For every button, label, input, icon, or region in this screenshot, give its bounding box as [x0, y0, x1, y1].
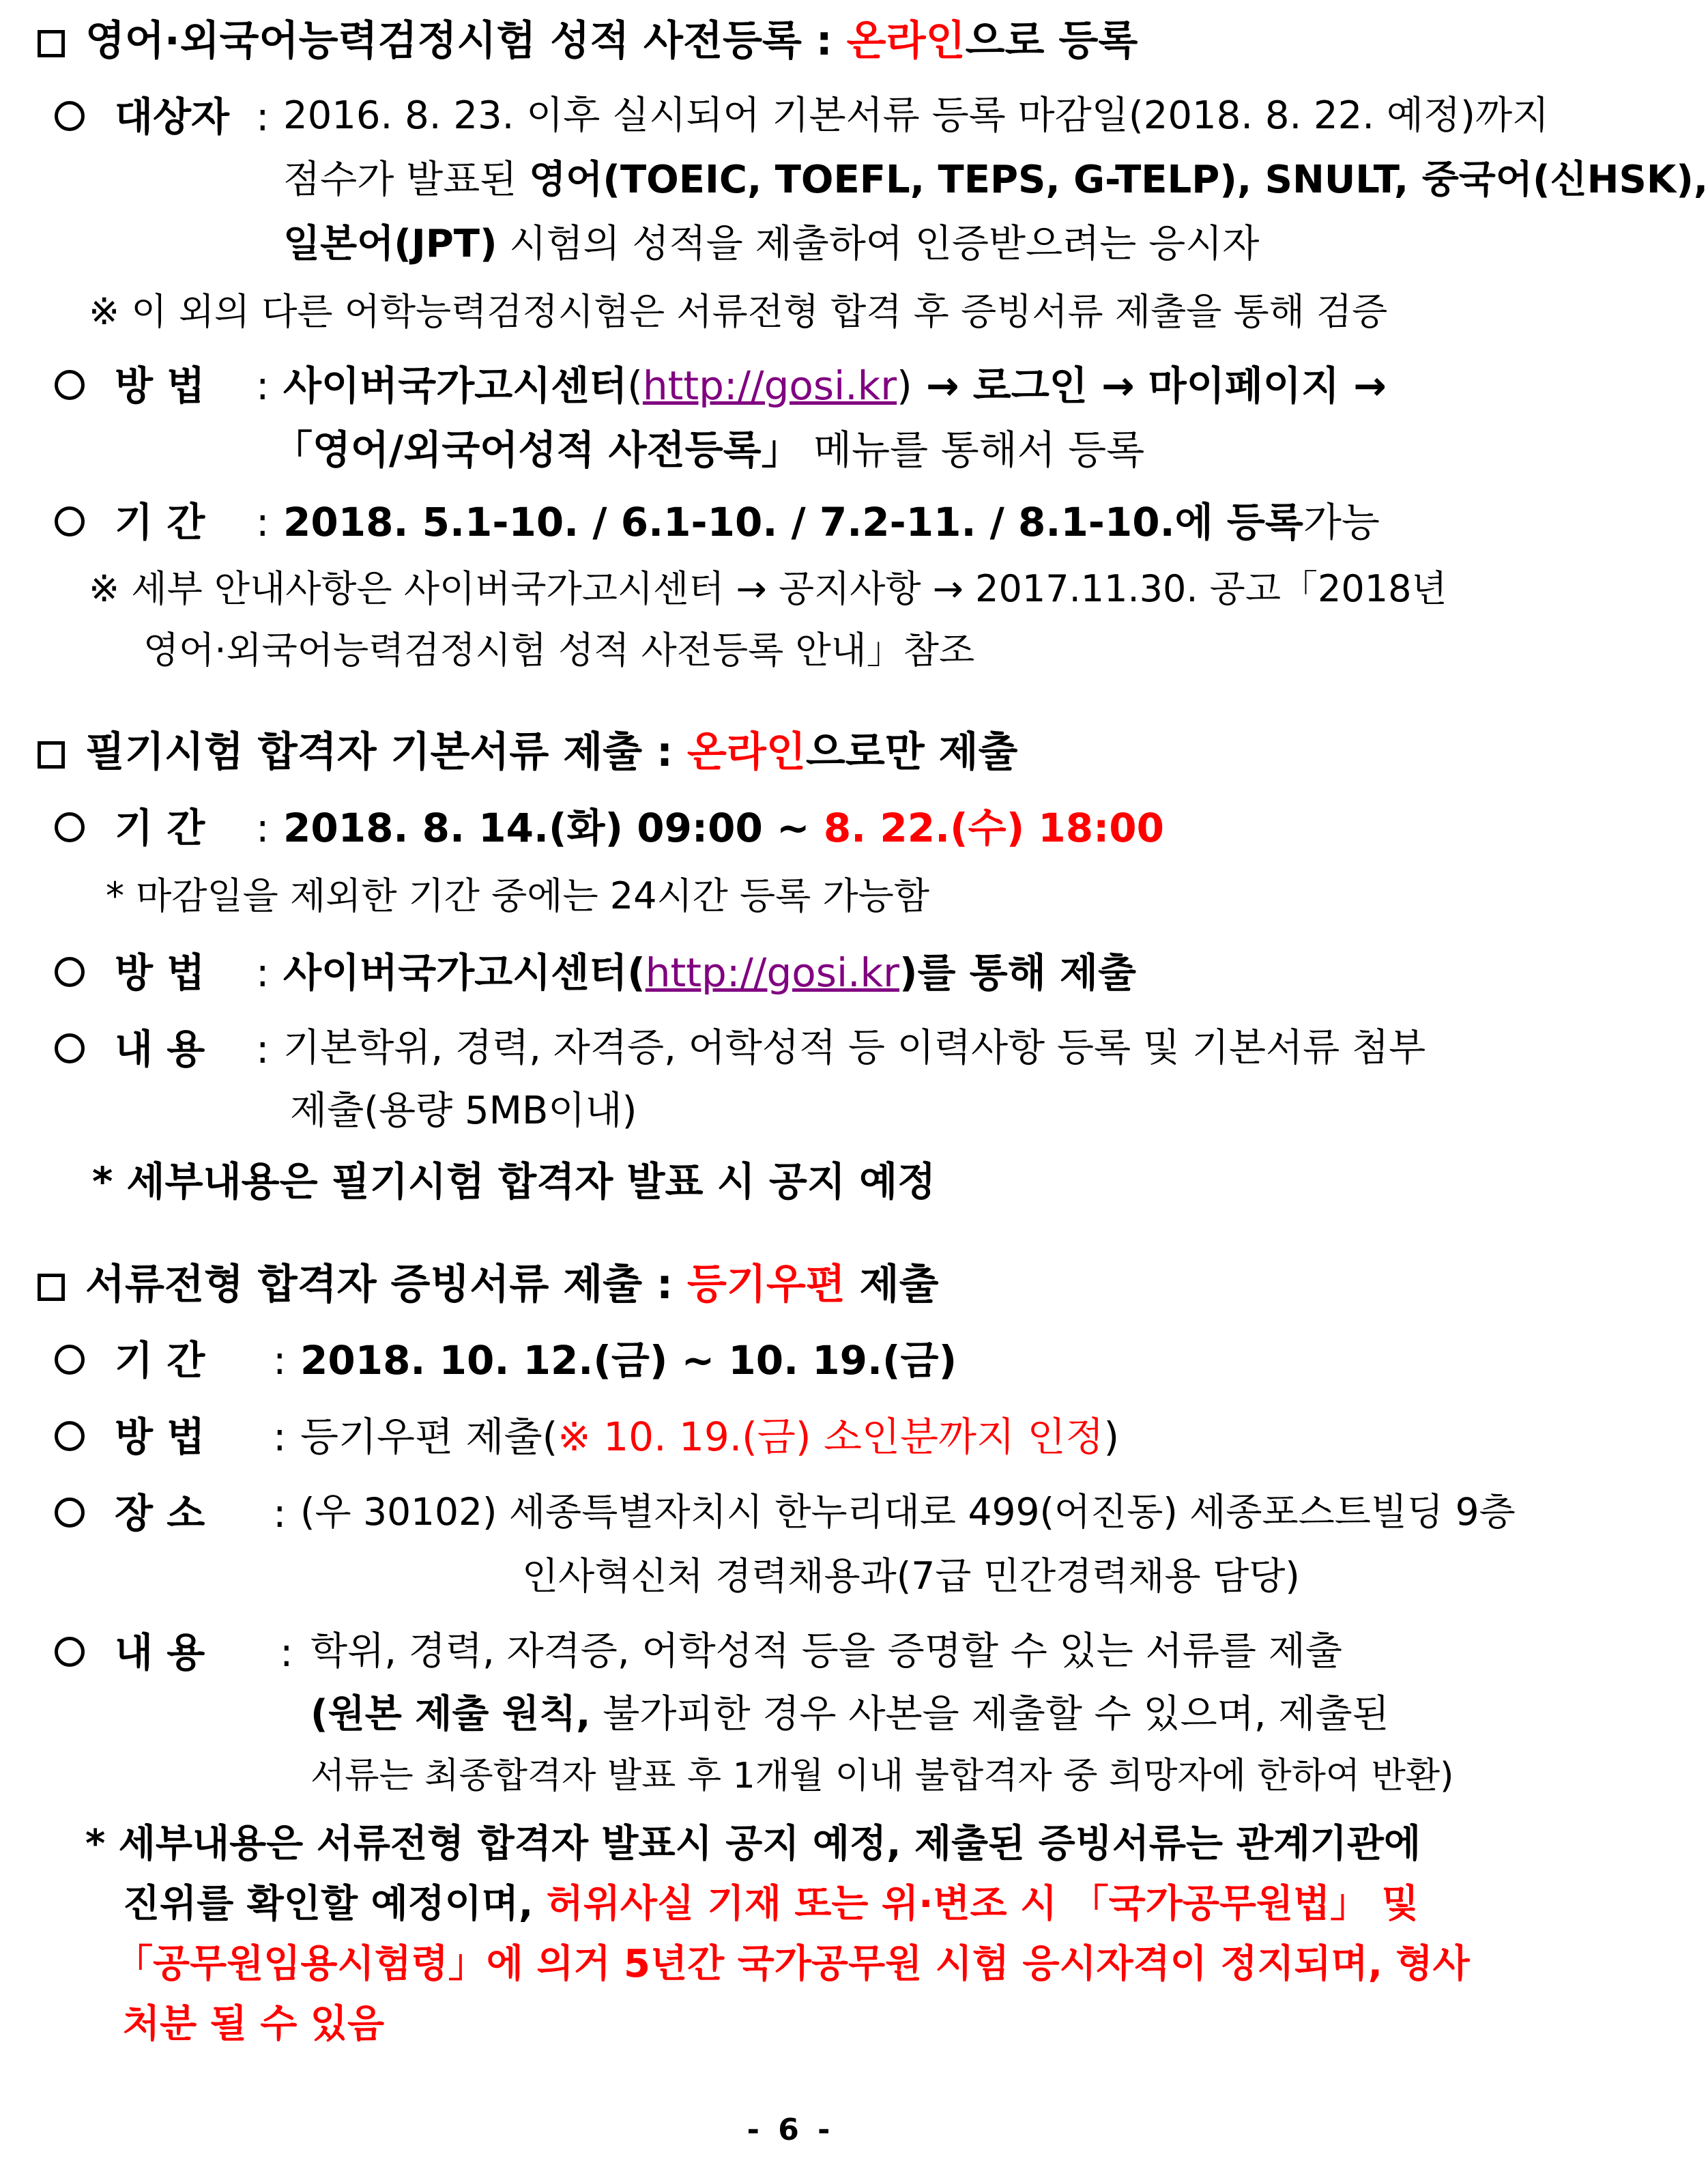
content-label: 내 용: [115, 1629, 205, 1676]
target-line-3: 일본어(JPT) 시험의 성적을 제출하여 인증받으려는 응시자: [283, 222, 1260, 266]
section2-heading: 필기시험 합격자 기본서류 제출 : 온라인으로만 제출: [38, 732, 1018, 773]
bullet-circle-icon: [55, 957, 85, 987]
period-label: 기 간: [115, 499, 205, 545]
colon: :: [256, 94, 270, 140]
period-label: 기 간: [115, 1337, 205, 1384]
section3-note-line2: 진위를 확인할 예정이며, 허위사실 기재 또는 위·변조 시 「국가공무원법」 및: [123, 1882, 1419, 1926]
content-line-1: 기본학위, 경력, 자격증, 어학성적 등 이력사항 등록 및 기본서류 첨부: [283, 1026, 1426, 1070]
note-other-tests: ※ 이 외의 다른 어학능력검정시험은 서류전형 합격 후 증빙서류 제출을 통해 검증: [89, 290, 1388, 333]
method-line-2: 「영어/외국어성적 사전등록」 메뉴를 통해서 등록: [273, 427, 1145, 473]
colon: :: [273, 1337, 287, 1384]
method-label: 방 법: [115, 1414, 205, 1460]
content-line-2: 제출(용량 5MB이내): [290, 1089, 637, 1133]
place-label: 장 소: [115, 1490, 205, 1536]
bullet-circle-icon: [55, 1421, 85, 1451]
period-value: 2018. 8. 14.(화) 09:00 ~ 8. 22.(수) 18:00: [283, 805, 1165, 851]
colon: :: [273, 1414, 287, 1460]
colon: :: [256, 499, 270, 545]
content-line-2: (원본 제출 원칙, 불가피한 경우 사본을 제출할 수 있으며, 제출된: [310, 1692, 1389, 1736]
content-label: 내 용: [115, 1026, 205, 1072]
bullet-circle-icon: [55, 1345, 85, 1375]
section3-note-line4: 처분 될 수 있음: [123, 2002, 385, 2046]
checkbox-square-icon: [38, 741, 65, 769]
note-details-line1: ※ 세부 안내사항은 사이버국가고시센터 → 공지사항 → 2017.11.30. 공고「2018년: [89, 567, 1447, 610]
method-value: 사이버국가고시센터(http://gosi.kr)를 통해 제출: [283, 949, 1136, 996]
section1-heading: 영어·외국어능력검정시험 성적 사전등록 : 온라인으로 등록: [38, 20, 1138, 61]
method-label: 방 법: [115, 949, 205, 996]
period-note: * 마감일을 제외한 기간 중에는 24시간 등록 가능함: [106, 874, 929, 917]
bullet-circle-icon: [55, 1637, 85, 1667]
note-details-line2: 영어·외국어능력검정시험 성적 사전등록 안내」참조: [143, 629, 975, 672]
colon: :: [273, 1490, 287, 1536]
bullet-circle-icon: [55, 1498, 85, 1528]
bullet-circle-icon: [55, 101, 85, 131]
period-label: 기 간: [115, 805, 205, 851]
colon: :: [280, 1629, 293, 1676]
bullet-circle-icon: [55, 812, 85, 842]
bullet-circle-icon: [55, 1033, 85, 1063]
section3-note-line1: * 세부내용은 서류전형 합격자 발표시 공지 예정, 제출된 증빙서류는 관계기관에: [85, 1822, 1421, 1866]
colon: :: [256, 949, 270, 996]
period-value: 2018. 10. 12.(금) ~ 10. 19.(금): [300, 1337, 957, 1384]
gosi-link[interactable]: http://gosi.kr: [645, 949, 899, 996]
method-line-1: 사이버국가고시센터(http://gosi.kr) → 로그인 → 마이페이지 →: [283, 362, 1387, 409]
bullet-circle-icon: [55, 506, 85, 536]
section3-note-line3: 「공무원임용시험령」에 의거 5년간 국가공무원 시험 응시자격이 정지되며, 형사: [115, 1942, 1470, 1986]
place-line-2: 인사혁신처 경력채용과(7급 민간경력채용 담당): [522, 1554, 1300, 1598]
target-line-1: 2016. 8. 23. 이후 실시되어 기본서류 등록 마감일(2018. 8. 22. 예정)까지: [283, 94, 1550, 138]
checkbox-square-icon: [38, 1274, 65, 1301]
target-line-2: 점수가 발표된 영어(TOEIC, TOEFL, TEPS, G-TELP), SNULT, 중국어(신HSK),: [283, 158, 1708, 202]
method-label: 방 법: [115, 362, 205, 409]
colon: :: [256, 805, 270, 851]
place-line-1: (우 30102) 세종특별자치시 한누리대로 499(어진동) 세종포스트빌딩 9층: [300, 1490, 1516, 1534]
colon: :: [256, 1026, 270, 1072]
page-number: - 6 -: [747, 2112, 835, 2147]
section3-heading: 서류전형 합격자 증빙서류 제출 : 등기우편 제출: [38, 1264, 939, 1305]
bullet-circle-icon: [55, 370, 85, 400]
gosi-link[interactable]: http://gosi.kr: [642, 362, 897, 409]
content-line-1: 학위, 경력, 자격증, 어학성적 등을 증명할 수 있는 서류를 제출: [310, 1629, 1342, 1674]
method-value: 등기우편 제출(※ 10. 19.(금) 소인분까지 인정): [300, 1414, 1120, 1460]
checkbox-square-icon: [38, 30, 65, 57]
target-label: 대상자: [115, 94, 230, 140]
section2-note: * 세부내용은 필기시험 합격자 발표 시 공지 예정: [92, 1158, 936, 1205]
colon: :: [256, 362, 270, 409]
period-value: 2018. 5.1-10. / 6.1-10. / 7.2-11. / 8.1-10.에 등록가능: [283, 499, 1380, 545]
content-line-3: 서류는 최종합격자 발표 후 1개월 이내 불합격자 중 희망자에 한하여 반환): [310, 1756, 1454, 1796]
